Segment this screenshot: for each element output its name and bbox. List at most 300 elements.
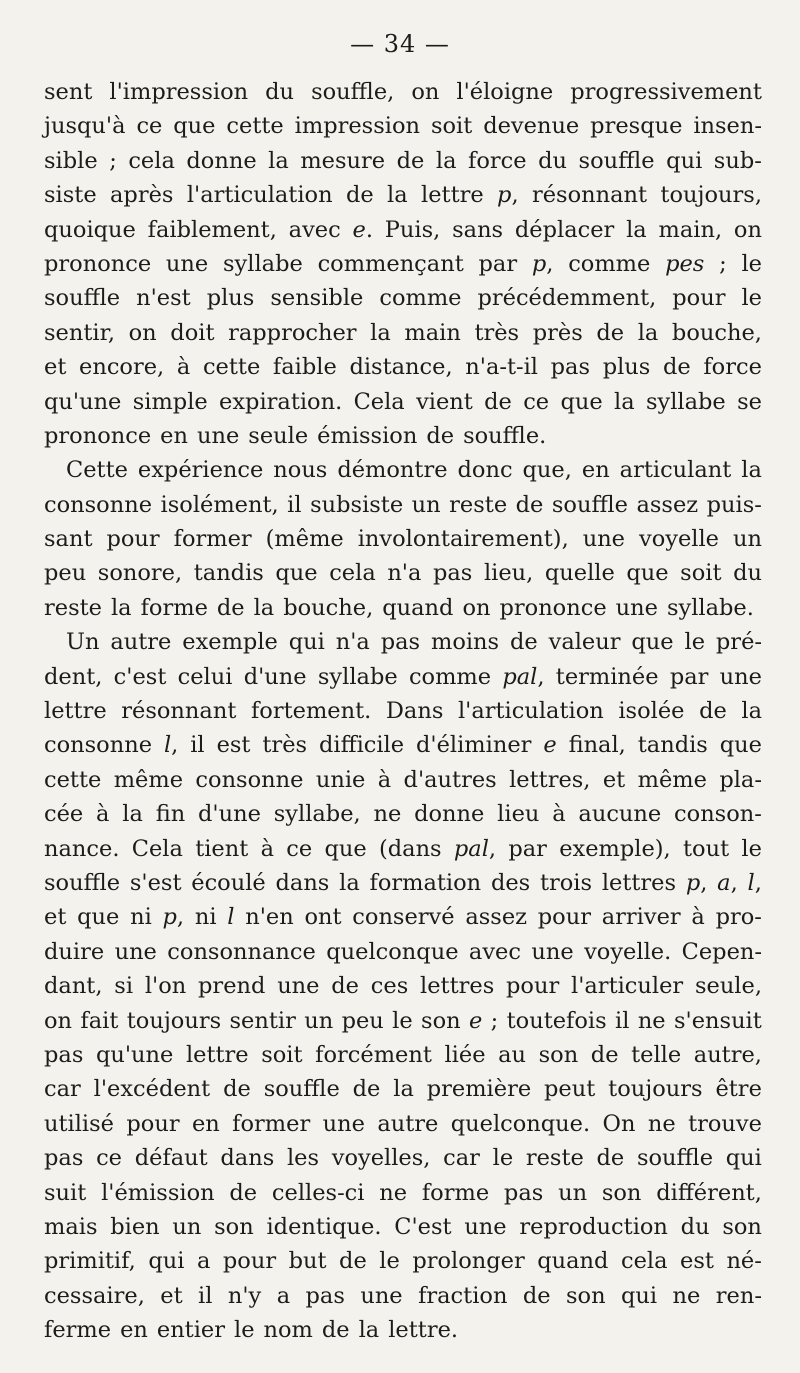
word: peu [341,1007,384,1034]
word: fortement. [250,698,372,725]
text-line [44,75,762,109]
word: qui [666,147,703,174]
word: son [722,1213,762,1240]
word: une [322,1110,365,1137]
word: d'une [198,801,261,828]
word: l'émission [101,1179,215,1206]
text-line [44,694,762,728]
word: tandis [193,560,264,587]
word: comme [408,663,492,690]
word: que, [522,457,572,484]
word: forcément [315,1041,432,1068]
word: sentir, [44,319,116,346]
word: p, [531,250,554,277]
word: de [345,182,374,209]
word: quoique [44,216,136,243]
word: Cepen- [681,938,762,965]
word: l'articuler [571,973,684,1000]
word: d'une [243,663,307,690]
word: sent [44,79,93,105]
word: la [626,216,647,243]
word: C'est [394,1213,452,1240]
word: ferme [44,1317,112,1344]
word: son [214,1213,254,1240]
word: la [637,319,659,346]
word: en [191,1110,220,1137]
text-line [44,453,762,487]
word: la [387,182,408,209]
word: prononce [44,422,152,449]
word: première [426,1076,532,1103]
word: pas [380,629,421,656]
word: lieu [497,801,540,828]
word: ni [194,904,217,931]
word: cela [620,1248,668,1275]
text-line [44,797,762,831]
word: souffle, [311,79,395,105]
word: pour [672,285,726,312]
word: syllabe. [666,594,754,621]
word: souffle [551,491,628,518]
word: Puis, [384,216,441,243]
word: ne [637,1007,666,1034]
word: tout [683,835,730,862]
word: valeur [548,629,621,656]
word: pes [665,250,705,277]
text-line [44,728,762,762]
word: lettres [420,973,495,1000]
word: à [377,766,392,793]
word: un [558,1179,588,1206]
word: terminée [555,663,659,690]
word: articulant [619,457,732,484]
word: son [538,1041,579,1068]
word: l'impression [109,79,249,105]
word: l'éloigne [456,79,554,105]
word: rapprocher [228,319,357,346]
text-line [44,866,762,900]
word: on [733,216,762,243]
word: un [304,1007,334,1034]
word: un [732,526,762,553]
word: insen- [693,113,762,140]
word: commençant [317,250,464,277]
word: de [339,1248,367,1275]
word: sans [452,216,504,243]
word: prononce [44,250,152,277]
word: lettre. [388,1317,459,1344]
word: ce [136,113,163,140]
word: exemple), [559,835,671,862]
word: autre [377,1110,439,1137]
text-line [44,900,762,934]
word: que [324,835,367,862]
word: primitif, [44,1248,136,1275]
word: (même [265,526,344,553]
word: distance, [349,354,453,381]
word: jusqu'à [44,113,126,140]
word: impression [294,113,421,140]
word: trouve [688,1110,762,1137]
word: reste [525,1145,584,1172]
word: l, [163,732,179,759]
word: arriver [601,904,681,931]
word: avec [468,938,521,965]
word: bien [110,1213,160,1240]
word: dant, [44,973,103,1000]
word: donc [457,457,513,484]
word: de [515,491,544,518]
word: celles-ci [271,1179,365,1206]
word: quelle [544,560,615,587]
word: ces [370,973,409,1000]
word: de [510,629,538,656]
word: une [165,250,209,277]
word: lettres [601,869,677,896]
word: e. [352,216,373,243]
word: tient [195,835,249,862]
word: but [288,1248,327,1275]
text-line [44,1107,762,1141]
word: pour [506,973,560,1000]
word: cette [226,113,284,140]
word: son [421,1007,461,1034]
word: pas [550,354,591,381]
word: force [468,147,527,174]
word: à [96,801,110,828]
word: et [44,904,67,931]
word: plus [206,285,255,312]
word: la [339,869,360,896]
word: cela [329,560,376,587]
paragraph [44,75,762,453]
word: sible [44,147,98,174]
word: liée [444,1041,486,1068]
word: souffle. [463,422,547,449]
text-line [44,1141,762,1175]
word: ont [304,904,342,931]
word: bouche, [671,319,762,346]
word: son [601,1179,642,1206]
word: une [582,526,626,553]
word: on [462,594,491,621]
word: toujours, [660,182,762,209]
word: forme [421,1179,490,1206]
word: qu'une [44,388,122,415]
text-line [44,1072,762,1106]
word: qui [621,1282,658,1309]
text-line [44,763,762,797]
word: la [741,457,762,484]
word: il [198,1282,213,1309]
word: ne [672,1282,701,1309]
word: donne [414,801,485,828]
word: prolonger [412,1248,525,1275]
text-line [44,625,762,659]
word: de [484,388,512,415]
word: autre, [693,1041,762,1068]
word: a, [717,869,738,896]
word: le [684,629,706,656]
word: cette [44,766,102,793]
word: un [172,1213,202,1240]
word: l'articulation [457,698,604,725]
word: on [44,1007,73,1034]
word: cessaire, [44,1282,145,1309]
text-line [44,1313,762,1347]
word: ni [130,904,152,931]
word: voyelles, [331,1145,431,1172]
word: isolément, [160,491,279,518]
word: pas [44,1041,84,1068]
word: par [478,250,518,277]
word: du [680,1213,710,1240]
word: syllabe [645,388,726,415]
word: né- [726,1248,762,1275]
word: car [443,1145,480,1172]
word: doit [170,319,215,346]
word: et [44,354,67,381]
word: soit [261,1041,303,1068]
word: de [352,1076,381,1103]
word: pour [106,526,160,553]
word: Cela [353,388,405,415]
word: (dans [378,835,442,862]
word: ne [373,801,402,828]
word: se [737,388,762,415]
word: p, [497,182,519,209]
word: et [160,1282,183,1309]
word: après [110,182,174,209]
word: fraction [418,1282,508,1309]
word: de [229,1179,258,1206]
word: les [286,1145,320,1172]
word: on [128,319,157,346]
word: une [277,973,320,1000]
word: seule [248,422,309,449]
word: la [122,801,143,828]
word: son [566,1282,606,1309]
word: Un [66,629,100,656]
word: de [396,147,425,174]
word: quand [382,594,454,621]
word: et [602,766,626,793]
word: de [216,594,245,621]
text-line [44,488,762,522]
word: on [411,79,440,105]
word: à [176,354,191,381]
word: est [216,732,251,759]
word: qui [288,629,325,656]
text-line [44,1279,762,1313]
word: que [719,732,762,759]
word: pas [503,1179,544,1206]
word: défaut [134,1145,208,1172]
paragraph [44,625,762,1347]
word: la [741,698,762,725]
text-line [44,969,762,1003]
word: ne [379,1179,408,1206]
word: pas [305,1282,345,1309]
word: même [113,766,184,793]
word: ce [523,388,550,415]
word: isolée [618,698,685,725]
word: l [227,904,235,931]
word: la [253,594,275,621]
word: pour [537,904,591,931]
word: la [370,319,391,346]
word: vient [416,388,473,415]
word: émission [317,422,418,449]
word: faiblement, [147,216,277,243]
word: ren- [715,1282,762,1309]
word: consonnance [167,938,316,965]
word: aucune [578,801,662,828]
text-line [44,832,762,866]
word: p, [685,869,708,896]
word: telle [631,1041,682,1068]
word: souffle [578,147,655,174]
word: dans [220,1145,275,1172]
word: écoulé [191,869,266,896]
word: e [543,732,557,759]
word: subsiste [310,491,404,518]
text-line [44,213,762,247]
word: d'éliminer [416,732,532,759]
word: syllabe [223,250,303,277]
word: sub- [713,147,762,174]
text-line [44,935,762,969]
word: former [173,526,252,553]
word: s'est [129,869,182,896]
page-number: — 34 — [350,30,450,58]
word: progressivement [570,79,762,105]
text-line [44,385,762,419]
word: comme [568,250,651,277]
word: de [331,973,359,1000]
text-line [44,178,762,212]
word: de [426,422,455,449]
word: de [590,1041,619,1068]
word: fin [155,801,186,828]
word: peut [544,1076,596,1103]
word: l'on [144,973,187,1000]
word: lettre [44,698,107,725]
text-line [44,1244,762,1278]
word: souffle [44,285,121,312]
word: une [114,938,157,965]
word: quelconque [326,938,459,965]
word: plus [602,354,651,381]
word: assez [636,491,699,518]
word: expiration. [219,388,343,415]
word: une [719,663,762,690]
word: Cela [131,835,183,862]
word: à [260,835,274,862]
word: expérience [137,457,264,484]
word: presque [590,113,683,140]
word: n'a-t-il [465,354,538,381]
word: assez [465,904,528,931]
word: car [44,1076,81,1103]
word: n'est [136,285,191,312]
word: à [691,904,705,931]
word: près [532,319,583,346]
word: lieu, [483,560,534,587]
word: du [265,79,295,105]
word: dans [275,869,330,896]
word: par [669,663,709,690]
word: qui [148,1248,185,1275]
word: a [196,1248,211,1275]
word: il [190,732,205,759]
text-line [44,660,762,694]
word: reste [44,594,102,621]
word: par [508,835,547,862]
word: qui [725,1145,762,1172]
word: ne [647,1110,676,1137]
word: est [680,1248,714,1275]
word: bouche, [283,594,374,621]
word: former [232,1110,311,1137]
word: être [715,1076,762,1103]
word: forme [140,594,208,621]
word: que [560,388,603,415]
body-text [44,75,762,1347]
word: prend [198,973,266,1000]
word: reste [449,491,508,518]
word: soit [680,560,722,587]
word: très [262,732,308,759]
word: a [276,1282,291,1309]
word: si [114,973,134,1000]
word: pré- [715,629,762,656]
word: à [552,801,566,828]
word: prononce [499,594,607,621]
word: cée [44,801,84,828]
word: de [321,1317,350,1344]
word: consonne [195,766,304,793]
word: sant [44,526,93,553]
word: nom [263,1317,313,1344]
word: précédemment, [477,285,657,312]
text-line [44,1038,762,1072]
word: démontre [337,457,448,484]
word: résonnant [121,698,237,725]
word: voyelle [638,526,719,553]
word: un [411,491,441,518]
word: le [741,285,762,312]
word: de [662,354,691,381]
word: au [498,1041,527,1068]
word: de [223,1076,251,1103]
word: fait [80,1007,119,1034]
word: formation [369,869,482,896]
word: siste [44,182,97,209]
word: de [596,319,625,346]
word: conservé [352,904,455,931]
word: exemple [182,629,278,656]
word: que [173,113,216,140]
text-line [44,247,762,281]
word: Cette [66,457,128,484]
word: pla- [719,766,762,793]
word: toutefois [506,1007,607,1034]
word: déplacer [514,216,615,243]
text-line [44,109,762,143]
word: s'ensuit [673,1007,762,1034]
word: l, [747,869,762,896]
